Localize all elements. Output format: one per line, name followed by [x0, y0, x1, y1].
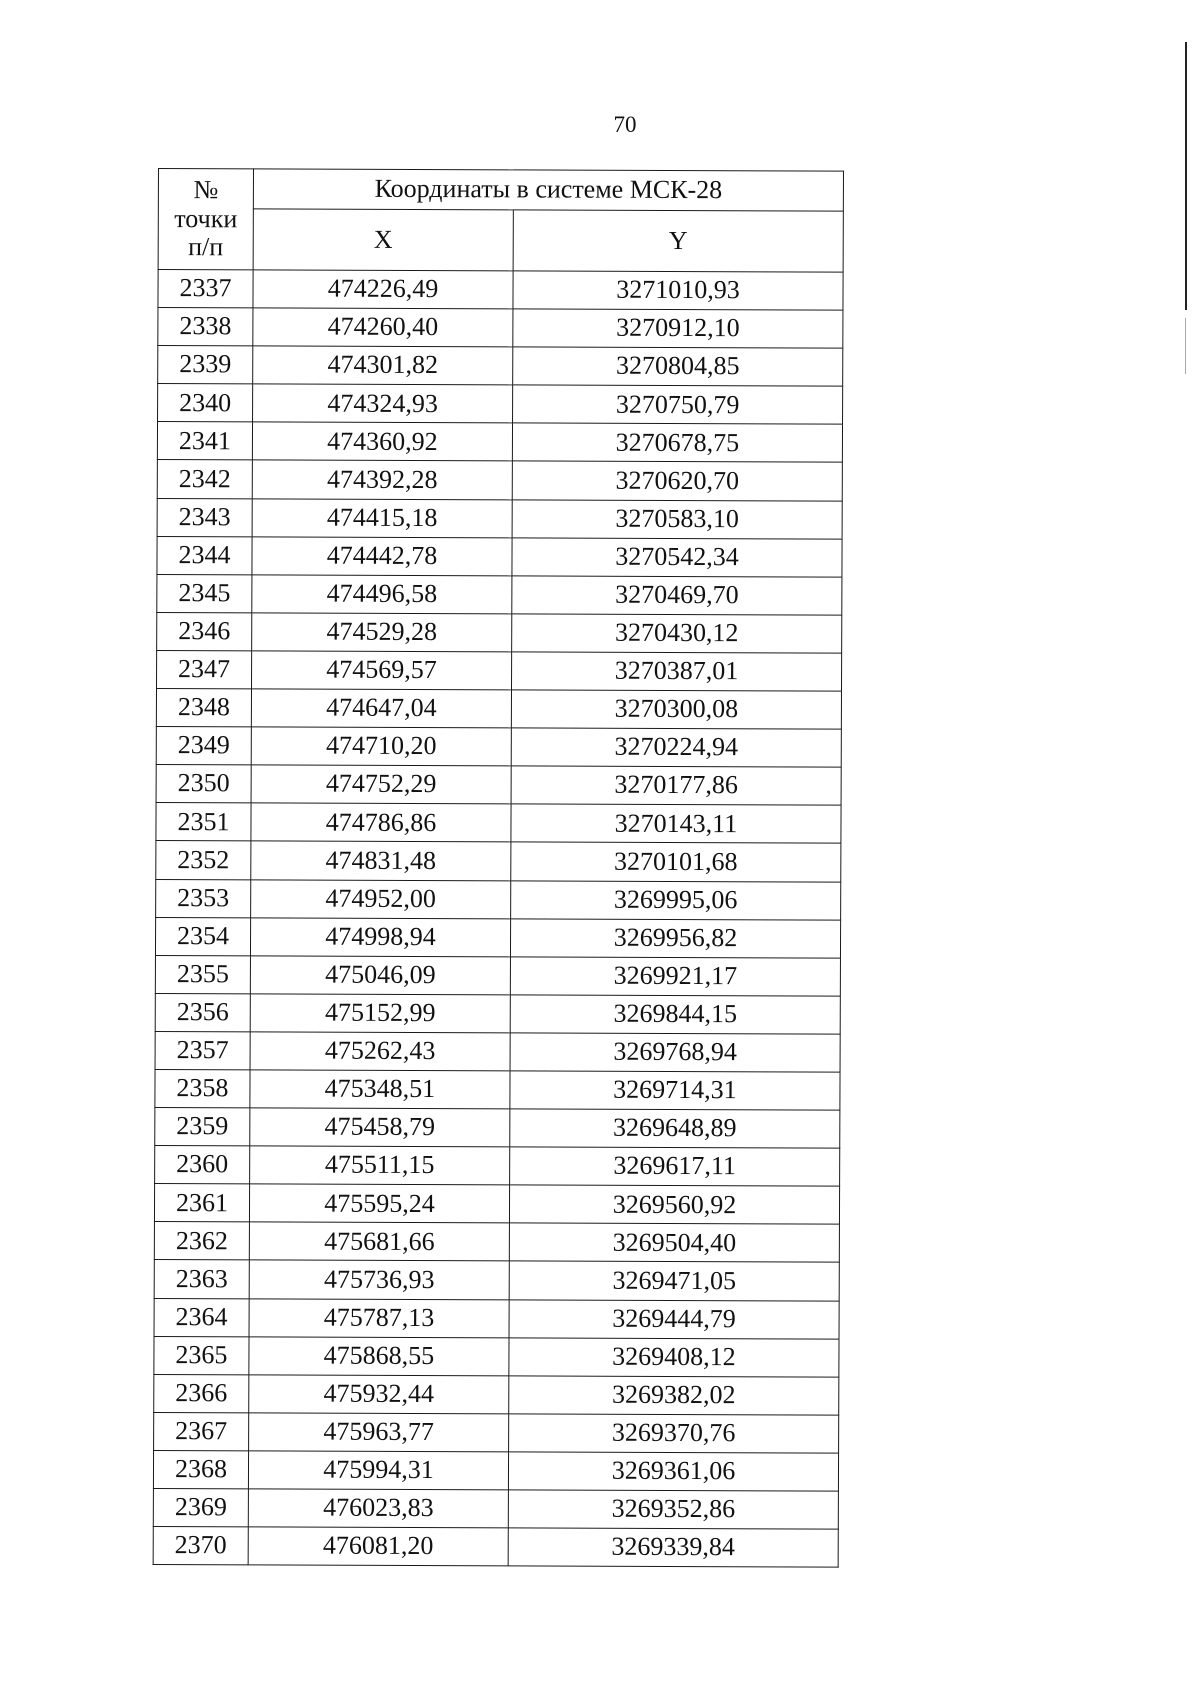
table-row: [155, 1146, 840, 1187]
table-row: [153, 1488, 838, 1529]
point-number-cell: 2356: [155, 993, 250, 1031]
point-number-cell: 2348: [156, 689, 251, 727]
table-row: [157, 650, 842, 691]
x-coordinate-cell: 474324,93: [253, 384, 513, 423]
point-number-cell: 2357: [155, 1031, 250, 1069]
x-coordinate-cell: 474647,04: [251, 689, 511, 728]
point-number-cell: 2366: [154, 1374, 249, 1412]
coordinates-system-header: Координаты в системе МСК-28: [253, 169, 843, 211]
table-body: [153, 270, 843, 1568]
point-number-cell: 2354: [155, 917, 250, 955]
page-number: 70: [613, 112, 637, 137]
table-row: [154, 1184, 839, 1225]
point-number-cell: 2364: [154, 1298, 249, 1336]
y-coordinate-cell: 3269844,15: [510, 995, 840, 1034]
table-row: [154, 1374, 839, 1415]
table-row: [158, 308, 843, 349]
point-number-cell: 2355: [155, 955, 250, 993]
y-coordinate-cell: 3270542,34: [512, 538, 842, 577]
table-row: [156, 727, 841, 768]
point-number-cell: 2345: [157, 574, 252, 612]
y-coordinate-cell: 3270912,10: [513, 309, 843, 348]
x-coordinate-cell: 475932,44: [249, 1375, 509, 1414]
point-number-cell: 2344: [157, 536, 252, 574]
scan-edge-line: [1185, 42, 1187, 310]
x-coordinate-cell: 474442,78: [252, 537, 512, 576]
table-row: [157, 498, 842, 539]
table-row: [155, 993, 840, 1034]
table-row: [154, 1260, 839, 1301]
table-row: [156, 841, 841, 882]
x-coordinate-cell: 475348,51: [250, 1070, 510, 1109]
y-coordinate-cell: 3270678,75: [512, 423, 842, 462]
point-number-cell: 2367: [154, 1412, 249, 1450]
x-coordinate-cell: 475595,24: [249, 1184, 509, 1223]
y-coordinate-cell: 3269504,40: [509, 1223, 839, 1262]
table-row: [156, 689, 841, 730]
x-coordinate-cell: 474569,57: [252, 651, 512, 690]
point-number-cell: 2370: [153, 1527, 248, 1565]
table-row: [158, 346, 843, 387]
point-number-cell: 2338: [158, 308, 253, 346]
x-coordinate-cell: 475046,09: [250, 956, 510, 995]
x-coordinate-cell: 474496,58: [252, 575, 512, 614]
table-row: [154, 1298, 839, 1339]
scan-edge-line-faint: [1185, 318, 1186, 374]
x-coordinate-cell: 475994,31: [248, 1451, 508, 1490]
y-coordinate-cell: 3269408,12: [509, 1337, 839, 1376]
x-coordinate-cell: 474710,20: [251, 727, 511, 766]
table-row: [154, 1222, 839, 1263]
pp-abbreviation: п/п: [188, 232, 224, 262]
table-row: [154, 1412, 839, 1453]
x-coordinate-cell: 474260,40: [253, 308, 513, 347]
point-number-header: [158, 169, 253, 270]
y-coordinate-cell: 3270620,70: [512, 461, 842, 500]
point-number-cell: 2368: [153, 1450, 248, 1488]
point-number-cell: 2359: [155, 1108, 250, 1146]
point-number-cell: 2343: [157, 498, 252, 536]
y-coordinate-cell: 3269471,05: [509, 1261, 839, 1300]
y-coordinate-cell: 3270387,01: [511, 652, 841, 691]
x-coordinate-cell: 475736,93: [249, 1260, 509, 1299]
x-coordinate-cell: 474831,48: [251, 841, 511, 880]
y-coordinate-cell: 3269648,89: [510, 1109, 840, 1148]
x-coordinate-cell: 475963,77: [249, 1413, 509, 1452]
x-coordinate-cell: 476081,20: [248, 1527, 508, 1566]
table-row: [157, 422, 842, 463]
table-row: [153, 1450, 838, 1491]
y-coordinate-cell: 3269921,17: [510, 957, 840, 996]
point-number-cell: 2342: [157, 460, 252, 498]
point-number-cell: 2365: [154, 1336, 249, 1374]
x-coordinate-cell: 474226,49: [253, 270, 513, 309]
coordinates-table: [153, 168, 844, 1568]
point-number-cell: 2353: [156, 879, 251, 917]
x-coordinate-cell: 475262,43: [250, 1032, 510, 1071]
x-coordinate-cell: 475458,79: [250, 1108, 510, 1147]
point-number-cell: 2337: [158, 270, 253, 308]
point-number-cell: 2347: [157, 650, 252, 688]
x-coordinate-cell: 475868,55: [249, 1336, 509, 1375]
y-coordinate-cell: 3270430,12: [512, 614, 842, 653]
point-number-cell: 2369: [153, 1488, 248, 1526]
point-number-cell: 2361: [154, 1184, 249, 1222]
y-coordinate-cell: 3269560,92: [509, 1185, 839, 1224]
table-row: [155, 1108, 840, 1149]
point-word: точки: [174, 203, 238, 234]
y-coordinate-cell: 3269714,31: [510, 1071, 840, 1110]
point-number-cell: 2358: [155, 1069, 250, 1107]
x-coordinate-cell: 474786,86: [251, 803, 511, 842]
y-coordinate-cell: 3270583,10: [512, 499, 842, 538]
table-row: [157, 612, 842, 653]
table-row: [157, 460, 842, 501]
y-coordinate-cell: 3269352,86: [508, 1490, 838, 1529]
point-number-cell: 2351: [156, 803, 251, 841]
y-coordinate-cell: 3270300,08: [511, 690, 841, 729]
y-coordinate-cell: 3271010,93: [513, 271, 843, 310]
y-coordinate-cell: 3269370,76: [509, 1414, 839, 1453]
table-row: [155, 917, 840, 958]
table-row: [156, 879, 841, 920]
point-number-cell: 2360: [155, 1146, 250, 1184]
x-coordinate-cell: 475152,99: [250, 994, 510, 1033]
table-row: [154, 1336, 839, 1377]
point-number-cell: 2339: [158, 346, 253, 384]
y-coordinate-cell: 3270177,86: [511, 766, 841, 805]
table-row: [157, 536, 842, 577]
table-header: [158, 169, 843, 273]
number-sign: №: [193, 175, 219, 205]
point-number-cell: 2340: [158, 384, 253, 422]
x-coordinate-cell: 474529,28: [252, 613, 512, 652]
x-coordinate-cell: 474392,28: [252, 460, 512, 499]
y-column-header: Y: [513, 210, 843, 272]
y-coordinate-cell: 3269444,79: [509, 1299, 839, 1338]
x-coordinate-cell: 474998,94: [250, 917, 510, 956]
point-number-cell: 2346: [157, 612, 252, 650]
x-coordinate-cell: 474360,92: [252, 422, 512, 461]
y-coordinate-cell: 3269361,06: [508, 1452, 838, 1491]
point-number-cell: 2362: [154, 1222, 249, 1260]
table-row: [155, 1031, 840, 1072]
y-coordinate-cell: 3270804,85: [513, 347, 843, 386]
table-row: [156, 803, 841, 844]
x-coordinate-cell: 476023,83: [248, 1489, 508, 1528]
y-coordinate-cell: 3269382,02: [509, 1376, 839, 1415]
y-coordinate-cell: 3270469,70: [512, 576, 842, 615]
x-coordinate-cell: 474415,18: [252, 498, 512, 537]
y-coordinate-cell: 3269956,82: [510, 918, 840, 957]
point-number-cell: 2363: [154, 1260, 249, 1298]
y-coordinate-cell: 3270143,11: [511, 804, 841, 843]
y-coordinate-cell: 3269339,84: [508, 1528, 838, 1567]
x-coordinate-cell: 474752,29: [251, 765, 511, 804]
y-coordinate-cell: 3269617,11: [510, 1147, 840, 1186]
y-coordinate-cell: 3270224,94: [511, 728, 841, 767]
point-number-cell: 2341: [157, 422, 252, 460]
x-coordinate-cell: 474301,82: [253, 346, 513, 385]
x-coordinate-cell: 475787,13: [249, 1298, 509, 1337]
y-coordinate-cell: 3269995,06: [511, 880, 841, 919]
point-number-cell: 2350: [156, 765, 251, 803]
table-row: [157, 574, 842, 615]
x-coordinate-cell: 475511,15: [250, 1146, 510, 1185]
x-column-header: X: [253, 209, 513, 271]
table-row: [158, 384, 843, 425]
point-number-cell: 2349: [156, 727, 251, 765]
point-number-cell: 2352: [156, 841, 251, 879]
table-row: [153, 1527, 838, 1568]
x-coordinate-cell: 475681,66: [249, 1222, 509, 1261]
y-coordinate-cell: 3270750,79: [513, 385, 843, 424]
y-coordinate-cell: 3270101,68: [511, 842, 841, 881]
table-row: [155, 1069, 840, 1110]
table-row: [158, 270, 843, 311]
table-row: [156, 765, 841, 806]
x-coordinate-cell: 474952,00: [251, 879, 511, 918]
table-row: [155, 955, 840, 996]
y-coordinate-cell: 3269768,94: [510, 1033, 840, 1072]
